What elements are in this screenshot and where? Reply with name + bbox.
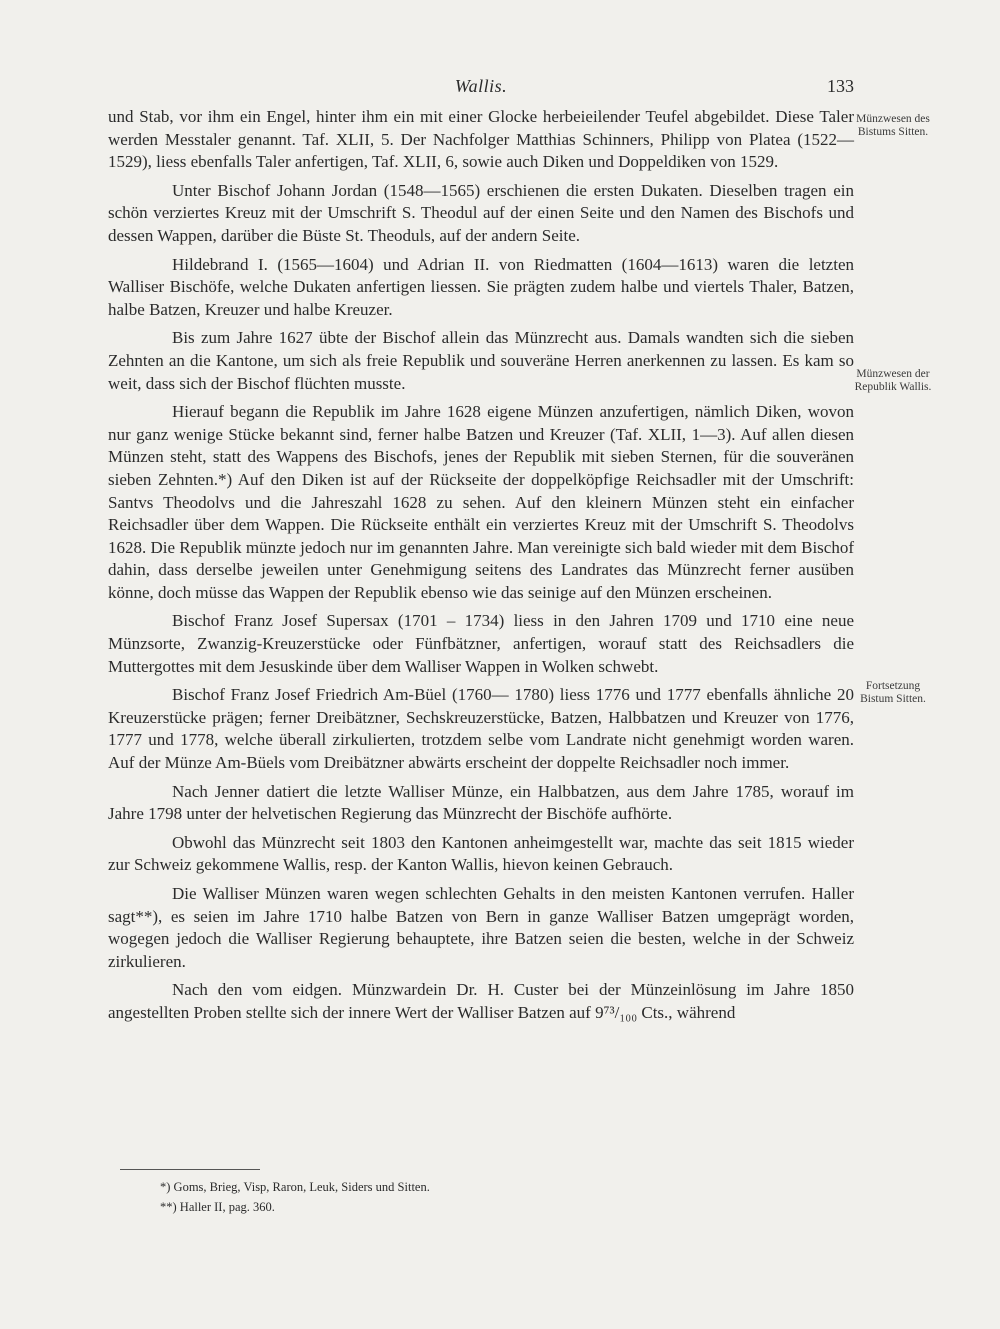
footnote: **) Haller II, pag. 360. [160, 1200, 275, 1214]
paragraph: Nach Jenner datiert die letzte Walliser Münze, ein Halbbatzen, aus dem Jahre 1785, worauf im Jahre 1798 unter der helvetischen Regierung das Münzrecht der Bischöfe aufhörte. [108, 781, 854, 824]
footnotes [160, 1177, 760, 1217]
body-text [108, 106, 854, 1031]
margin-note-republik: Münzwesen der Republik Wallis. [854, 368, 932, 393]
paragraph: und Stab, vor ihm ein Engel, hinter ihm ein mit einer Glocke herbeieilender Teufel abgebildet. Diese Taler werden Messtaler genannt. Taf. XLII, 5. Der Nachfolger Matthias Schinners, Philipp von Platea (1522—1529), liess ebenfalls Taler anfertigen, Taf. XLII, 6, sowie auch Diken und Doppeldiken von 1529. [108, 107, 854, 172]
paragraph: Unter Bischof Johann Jordan (1548—1565) erschienen die ersten Dukaten. Dieselben tragen ein schön verziertes Kreuz mit der Umschrift S. Theodul auf der einen Seite und den Namen des Bischofs und dessen Wappen, darüber die Büste St. Theoduls, auf der andern Seite. [108, 180, 854, 245]
margin-note-bistum: Münzwesen des Bistums Sitten. [856, 113, 930, 138]
page-number: 133 [827, 76, 854, 96]
paragraph: Nach den vom eidgen. Münzwardein Dr. H. Custer bei der Münzeinlösung im Jahre 1850 angestellten Proben stellte sich der innere Wert der Walliser Batzen auf 9⁷³/₁₀₀ Cts., während [108, 980, 854, 1022]
running-title: Wallis. [454, 76, 508, 96]
footnote-rule [120, 1169, 260, 1170]
running-header [108, 76, 854, 100]
paragraph: Bischof Franz Josef Supersax (1701 – 1734) liess in den Jahren 1709 und 1710 eine neue Münzsorte, Zwanzig-Kreuzerstücke oder Fünfbätzner, anfertigen, worauf statt des Reichsadlers die Muttergottes mit dem Jesuskinde über dem Walliser Wappen in Wolken schwebt. [108, 611, 854, 676]
footnote: *) Goms, Brieg, Visp, Raron, Leuk, Siders und Sitten. [160, 1180, 430, 1194]
paragraph: Hildebrand I. (1565—1604) und Adrian II. von Riedmatten (1604—1613) waren die letzten Walliser Bischöfe, welche Dukaten anfertigen liessen. Sie prägten zudem halbe und viertels Thaler, Batzen, halbe Batzen, Kreuzer und halbe Kreuzer. [108, 254, 854, 319]
paragraph: Obwohl das Münzrecht seit 1803 den Kantonen anheimgestellt war, machte das seit 1815 wieder zur Schweiz gekommene Wallis, resp. der Kanton Wallis, hievon keinen Gebrauch. [108, 832, 854, 875]
paragraph: Hierauf begann die Republik im Jahre 1628 eigene Münzen anzufertigen, nämlich Diken, wovon nur ganz wenige Stücke bekannt sind, ferner halbe Batzen und Kreuzer (Taf. XLII, 1—3). Auf allen diesen Münzen steht, statt des Wappens des Bischofs, jenes der Republik mit sieben Sternen, für die souveränen sieben Zehnten.*) Auf den Diken ist auf der Rückseite der doppelköpfige Reichsadler mit der Umschrift: Santvs Theodolvs und die Jahreszahl 1628 zu sehen. Auf den kleinern Münzen steht ein einfacher Reichsadler über dem Wappen. Die Rückseite enthält ein verziertes Kreuz mit der Umschrift S. Theodolvs 1628. Die Republik münzte jedoch nur im genannten Jahre. Man vereinigte sich bald wieder mit dem Bischof dahin, dass derselbe jeweilen unter Genehmigung seitens des Landrates das Münzrecht ferner ausüben könne, doch müsse das Wappen der Republik ebenso wie das seinige auf den Münzen erscheinen. [108, 402, 854, 602]
paragraph: Bis zum Jahre 1627 übte der Bischof allein das Münzrecht aus. Damals wandten sich die sieben Zehnten an die Kantone, um sich als freie Republik und souveräne Herren anerkennen zu lassen. Es kam so weit, dass sich der Bischof flüchten musste. [108, 328, 854, 393]
paragraph: Die Walliser Münzen waren wegen schlechten Gehalts in den meisten Kantonen verrufen. Haller sagt**), es seien im Jahre 1710 halbe Batzen von Bern in ganze Walliser Batzen umgeprägt worden, wogegen jedoch die Walliser Regierung behauptete, ihre Batzen seien die besten, welche in der Schweiz zirkulieren. [108, 884, 854, 971]
paragraph: Bischof Franz Josef Friedrich Am-Büel (1760— 1780) liess 1776 und 1777 ebenfalls ähnliche 20 Kreuzerstücke prägen; ferner Dreibätzner, Sechskreuzerstücke, Batzen, Halbbatzen und Kreuzer von 1776, 1777 und 1778, welche überall zirkulierten, trotzdem selbe vom Landrate nicht genehmigt worden waren. Auf der Münze Am-Büels vom Dreibätzner abwärts erscheint der doppelte Reichsadler noch immer. [108, 685, 854, 773]
margin-note-fortsetzung: Fortsetzung Bistum Sitten. [860, 680, 926, 705]
